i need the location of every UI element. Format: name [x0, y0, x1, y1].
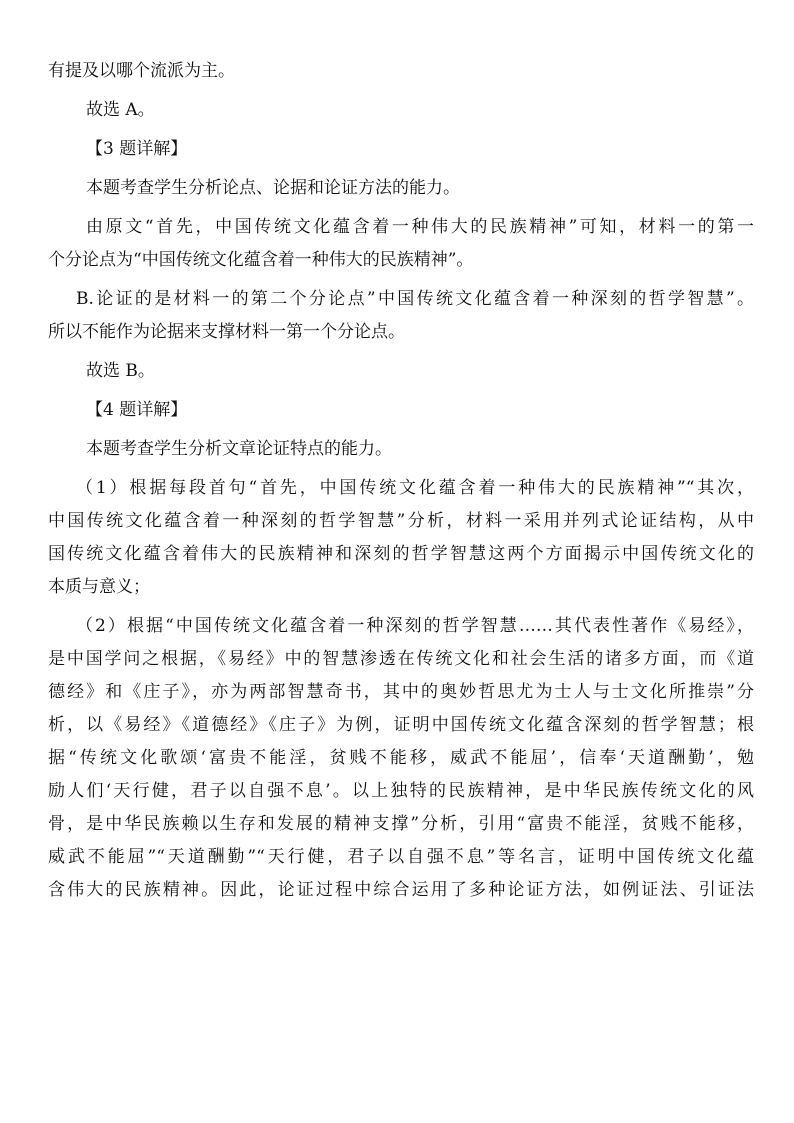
section-4-point-2-line-5: 据“传统文化歌颂‘富贵不能淫，贫贱不能移，威武不能屈’，信奉‘天道酬勤’，勉 [48, 748, 754, 768]
section-4-point-1-line-4: 本质与意义； [48, 577, 150, 597]
answer-line-b: 故选 B。 [86, 361, 155, 381]
answer-line-a: 故选 A。 [86, 100, 155, 120]
section-4-point-2-line-4: 析，以《易经》《道德经》《庄子》为例，证明中国传统文化蕴含深刻的哲学智慧；根 [48, 715, 754, 735]
section-3-line-1: 由原文“首先，中国传统文化蕴含着一种伟大的民族精神”可知，材料一的第一 [86, 217, 754, 237]
section-4-point-2-line-6: 励人们‘天行健，君子以自强不息’。以上独特的民族精神，是中华民族传统文化的风 [48, 781, 754, 801]
section-4-point-2-line-7: 骨，是中华民族赖以生存和发展的精神支撑”分析，引用“富贵不能淫，贫贱不能移， [48, 814, 754, 834]
section-3-intro: 本题考查学生分析论点、论据和论证方法的能力。 [86, 178, 460, 198]
section-4-point-2-line-8: 威武不能屈”“天道酬勤”“天行健，君子以自强不息”等名言，证明中国传统文化蕴 [48, 847, 754, 867]
section-4-point-2-line-9: 含伟大的民族精神。因此，论证过程中综合运用了多种论证方法，如例证法、引证法 [48, 880, 754, 900]
section-4-point-1-line-1: （1）根据每段首句“首先，中国传统文化蕴含着一种伟大的民族精神”“其次， [76, 478, 754, 498]
section-4-intro: 本题考查学生分析文章论证特点的能力。 [86, 439, 392, 459]
document-body [48, 55, 754, 907]
section-3-line-2: 个分论点为“中国传统文化蕴含着一种伟大的民族精神”。 [48, 250, 474, 270]
section-4-point-1-line-2: 中国传统文化蕴含着一种深刻的哲学智慧”分析，材料一采用并列式论证结构，从中 [48, 511, 754, 531]
section-4-point-2-line-1: （2）根据“中国传统文化蕴含着一种深刻的哲学智慧……其代表性著作《易经》， [76, 616, 754, 636]
section-heading-3: 【3 题详解】 [86, 139, 188, 159]
section-3-line-4: 所以不能作为论据来支撑材料一第一个分论点。 [48, 322, 405, 342]
section-4-point-1-line-3: 国传统文化蕴含着伟大的民族精神和深刻的哲学智慧这两个方面揭示中国传统文化的 [48, 544, 754, 564]
section-4-point-2-line-3: 德经》和《庄子》，亦为两部智慧奇书，其中的奥妙哲思尤为士人与士文化所推崇”分 [48, 682, 754, 702]
section-4-point-2-line-2: 是中国学问之根据，《易经》中的智慧渗透在传统文化和社会生活的诸多方面，而《道 [48, 649, 754, 669]
text-line-1: 有提及以哪个流派为主。 [48, 61, 235, 81]
section-heading-4: 【4 题详解】 [86, 400, 188, 420]
section-3-line-3: B.论证的是材料一的第二个分论点”中国传统文化蕴含着一种深刻的哲学智慧”。 [76, 289, 754, 309]
